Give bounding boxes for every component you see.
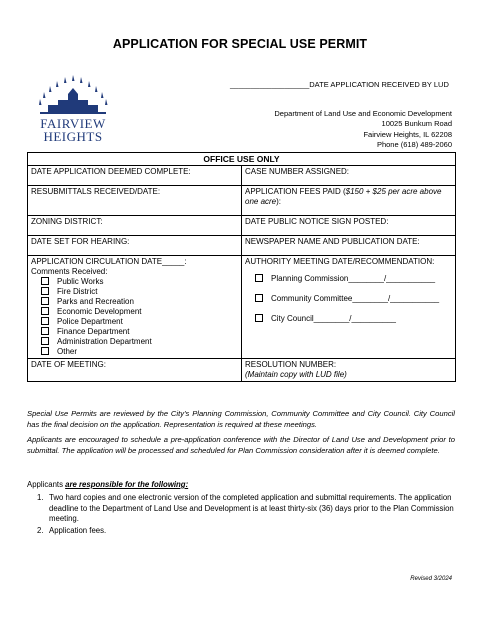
checkbox-finance-department[interactable] [41, 327, 49, 335]
comment-label: Other [57, 347, 78, 356]
authority-meeting-label: AUTHORITY MEETING DATE/RECOMMENDATION: [245, 257, 435, 266]
pre-application-paragraph: Applicants are encouraged to schedule a pre-application conference with the Director of Land Use and Development prior to submittal. The application will be processed and scheduled for Plan Commission consideration after it is deemed complete. [27, 435, 455, 455]
checkbox-city-council[interactable] [255, 314, 263, 322]
checkbox-public-works[interactable] [41, 277, 49, 285]
page-title: APPLICATION FOR SPECIAL USE PERMIT [112, 37, 368, 51]
comment-item [31, 287, 238, 297]
checkbox-administration-department[interactable] [41, 337, 49, 345]
zoning-district-cell: ZONING DISTRICT: [28, 216, 242, 236]
authority-label: Community Committee________/___________ [271, 294, 440, 303]
newspaper-cell: NEWSPAPER NAME AND PUBLICATION DATE: [242, 236, 456, 256]
resubmittals-cell: RESUBMITTALS RECEIVED/DATE: [28, 186, 242, 216]
sign-posted-cell: DATE PUBLIC NOTICE SIGN POSTED: [242, 216, 456, 236]
comment-label: Fire District [57, 287, 98, 296]
fees-paid-label: APPLICATION FEES PAID ( [245, 187, 346, 196]
authority-item [245, 294, 452, 314]
resolution-number-cell [242, 359, 456, 382]
requirement-item [27, 526, 455, 537]
comment-label: Police Department [57, 317, 123, 326]
street-address: 10025 Bunkum Road [381, 119, 452, 129]
authority-item [245, 314, 452, 334]
fees-paid-amount: $150 + $25 per acre above one acre [245, 187, 442, 206]
comment-label: Economic Development [57, 307, 142, 316]
fees-paid-cell [242, 186, 456, 216]
comment-item [31, 277, 238, 287]
comment-item [31, 337, 238, 347]
resolution-note: (Maintain copy with LUD file) [245, 370, 347, 379]
checkbox-planning-commission[interactable] [255, 274, 263, 282]
date-deemed-complete-cell: DATE APPLICATION DEEMED COMPLETE: [28, 166, 242, 186]
requirement-text: Two hard copies and one electronic version of the completed application and submittal requirements. The application deadline to the Department of Land Use and Development is at least thirty-six (36) days prior to the Plan Commission meeting. [49, 493, 454, 524]
circulation-date-label: APPLICATION CIRCULATION DATE_____: [31, 257, 187, 266]
comment-item [31, 317, 238, 327]
city-state-zip: Fairview Heights, IL 62208 [363, 129, 452, 139]
comment-label: Administration Department [57, 337, 152, 346]
comments-received-label: Comments Received: [31, 267, 108, 276]
comment-item [31, 347, 238, 357]
requirement-text: Application fees. [49, 525, 107, 535]
office-use-header: OFFICE USE ONLY [28, 153, 456, 166]
comment-label: Public Works [57, 277, 104, 286]
date-received-line: ___________________DATE APPLICATION RECEIVED BY LUD [230, 80, 449, 89]
comments-checklist [31, 277, 238, 357]
logo-wordmark-line2: HEIGHTS [43, 129, 103, 144]
requirements-list [27, 493, 455, 536]
fees-paid-close: ): [276, 197, 282, 206]
office-use-table [27, 152, 456, 382]
department-address [274, 109, 452, 150]
meeting-date-cell: DATE OF MEETING: [28, 359, 242, 382]
requirement-number: 1. [37, 493, 44, 502]
applicants-responsibility: are responsible for the following: [65, 480, 189, 489]
checkbox-parks-recreation[interactable] [41, 297, 49, 305]
comment-label: Finance Department [57, 327, 130, 336]
checkbox-community-committee[interactable] [255, 294, 263, 302]
comment-item [31, 327, 238, 337]
case-number-cell: CASE NUMBER ASSIGNED: [242, 166, 456, 186]
comment-item [31, 297, 238, 307]
checkbox-economic-development[interactable] [41, 307, 49, 315]
revision-date: Revised 3/2024 [410, 576, 452, 582]
applicants-heading [27, 480, 188, 489]
review-paragraph: Special Use Permits are reviewed by the City’s Planning Commission, Community Committee and City Council. City Council has the final decision on the application. Representation is required at these meetings. [27, 409, 455, 429]
requirement-number: 2. [37, 525, 44, 535]
hearing-date-cell: DATE SET FOR HEARING: [28, 236, 242, 256]
checkbox-other[interactable] [41, 347, 49, 355]
authority-meeting-cell [242, 256, 456, 359]
circulation-cell [28, 256, 242, 359]
checkbox-police-department[interactable] [41, 317, 49, 325]
phone-number: Phone (618) 489-2060 [376, 139, 452, 149]
comment-label: Parks and Recreation [57, 297, 134, 306]
department-name: Department of Land Use and Economic Development [274, 109, 452, 118]
applicants-prefix: Applicants [27, 480, 66, 489]
comment-item [31, 307, 238, 317]
authority-item [245, 274, 452, 294]
checkbox-fire-district[interactable] [41, 287, 49, 295]
requirement-item [27, 493, 455, 525]
authority-label: Planning Commission________/___________ [271, 274, 436, 283]
logo-wordmark-line1: FAIRVIEW [40, 116, 106, 131]
authority-label: City Council________/__________ [271, 314, 396, 323]
resolution-number-label: RESOLUTION NUMBER: [245, 360, 337, 369]
